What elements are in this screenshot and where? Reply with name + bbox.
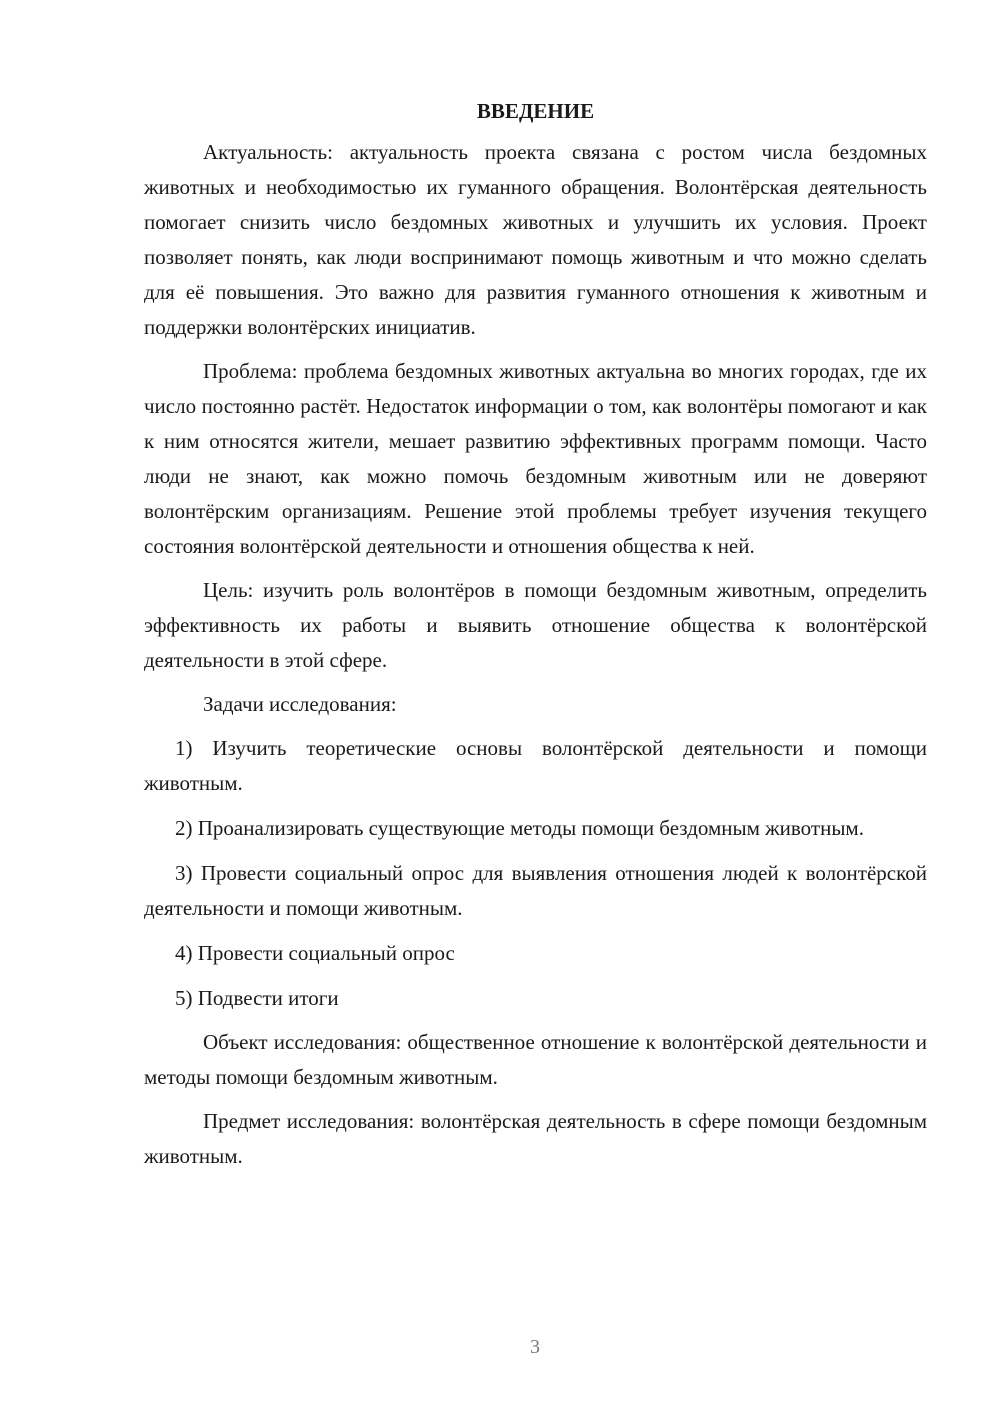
- task-item: 3) Провести социальный опрос для выявления отношения людей к волонтёрской деятельности и помощи животным.: [144, 861, 927, 920]
- relevance-paragraph: Актуальность: актуальность проекта связана с ростом числа бездомных животных и необходимостью их гуманного обращения. Волонтёрская деятельность помогает снизить число бездомных животных и улучшить их условия. Проект позволяет понять, как люди воспринимают помощь животным и что можно сделать для её повышения. Это важно для развития гуманного отношения к животным и поддержки волонтёрских инициатив.: [144, 140, 927, 339]
- page-number: 3: [530, 1336, 540, 1358]
- task-item: 4) Провести социальный опрос: [175, 941, 455, 965]
- task-item: 2) Проанализировать существующие методы помощи бездомным животным.: [175, 816, 864, 840]
- page-title: ВВЕДЕНИЕ: [476, 99, 595, 123]
- tasks-heading: Задачи исследования:: [203, 692, 397, 716]
- subject-paragraph: Предмет исследования: волонтёрская деятельность в сфере помощи бездомным животным.: [144, 1109, 927, 1168]
- task-item: 5) Подвести итоги: [175, 986, 339, 1010]
- page-content: [144, 94, 927, 1183]
- goal-paragraph: Цель: изучить роль волонтёров в помощи бездомным животным, определить эффективность их работы и выявить отношение общества к волонтёрской деятельности в этой сфере.: [144, 578, 927, 672]
- problem-paragraph: Проблема: проблема бездомных животных актуальна во многих городах, где их число постоянно растёт. Недостаток информации о том, как волонтёры помогают и как к ним относятся жители, мешает развитию эффективных программ помощи. Часто люди не знают, как можно помочь бездомным животным или не доверяют волонтёрским организациям. Решение этой проблемы требует изучения текущего состояния волонтёрской деятельности и отношения общества к ней.: [144, 359, 927, 558]
- task-item: 1) Изучить теоретические основы волонтёрской деятельности и помощи животным.: [144, 736, 927, 795]
- object-paragraph: Объект исследования: общественное отношение к волонтёрской деятельности и методы помощи бездомным животным.: [144, 1030, 927, 1089]
